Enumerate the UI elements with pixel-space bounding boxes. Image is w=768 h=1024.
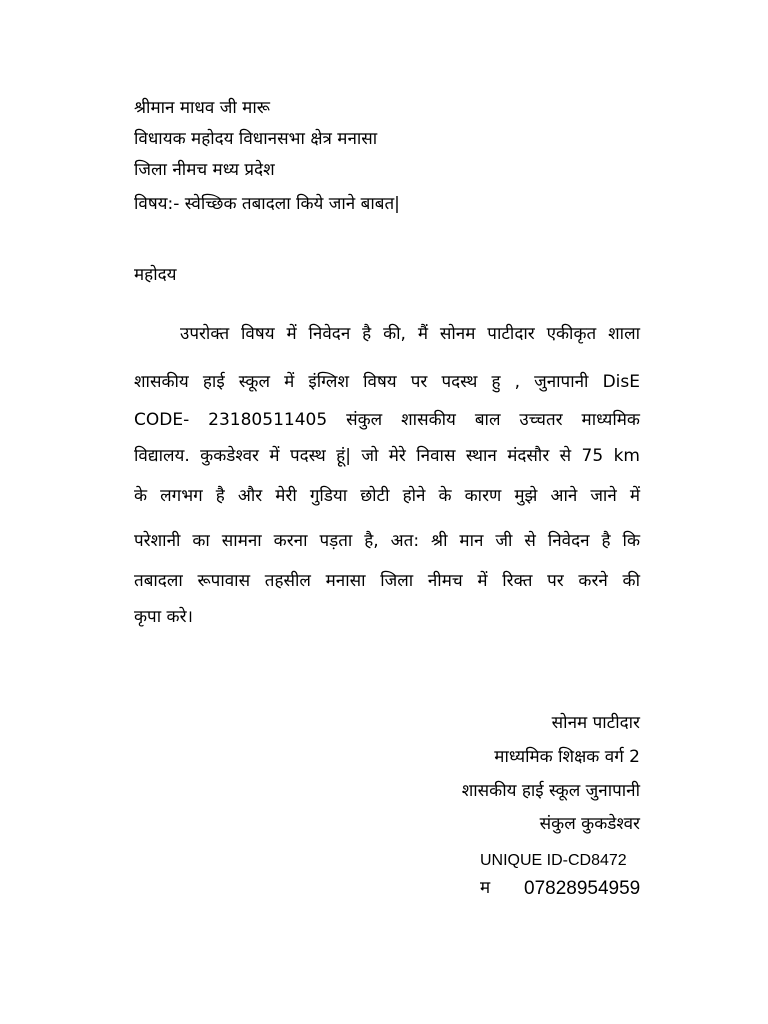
recipient-name: श्रीमान माधव जी मारू bbox=[134, 98, 270, 118]
recipient-designation: विधायक महोदय विधानसभा क्षेत्र मनासा bbox=[134, 129, 378, 149]
sender-designation: माध्यमिक शिक्षक वर्ग 2 bbox=[494, 747, 640, 767]
mobile-label: म bbox=[480, 878, 491, 898]
body-line: उपरोक्त विषय में निवेदन है की, मैं सोनम पाटीदार एकीकृत शाला bbox=[180, 324, 640, 344]
sender-school: शासकीय हाई स्कूल जुनापानी bbox=[461, 781, 640, 801]
body-line: कृपा करे। bbox=[134, 607, 193, 627]
mobile-number: 07828954959 bbox=[524, 878, 641, 899]
body-line: परेशानी का सामना करना पड़ता है, अत: श्री मान जी से निवेदन है कि bbox=[134, 531, 640, 551]
sender-name: सोनम पाटीदार bbox=[551, 713, 640, 733]
body-line: शासकीय हाई स्कूल में इंग्लिश विषय पर पदस्थ हु , जुनापानी DisE bbox=[134, 372, 640, 392]
body-line: के लगभग है और मेरी गुडिया छोटी होने के कारण मुझे आने जाने में bbox=[134, 486, 640, 506]
salutation: महोदय bbox=[134, 265, 177, 285]
body-line: CODE- 23180511405 संकुल शासकीय बाल उच्चतर माध्यमिक bbox=[134, 410, 640, 430]
body-line: विद्यालय. कुकडेश्वर में पदस्थ हूं| जो मेरे निवास स्थान मंदसौर से 75 km bbox=[134, 446, 640, 466]
letter-subject: विषय:- स्वेच्छिक तबादला किये जाने बाबत| bbox=[134, 194, 400, 214]
recipient-district: जिला नीमच मध्य प्रदेश bbox=[134, 160, 275, 180]
unique-id: UNIQUE ID-CD8472 bbox=[480, 852, 627, 869]
body-line: तबादला रूपावास तहसील मनासा जिला नीमच में रिक्त पर करने की bbox=[134, 571, 640, 591]
sender-cluster: संकुल कुकडेश्वर bbox=[539, 814, 640, 834]
